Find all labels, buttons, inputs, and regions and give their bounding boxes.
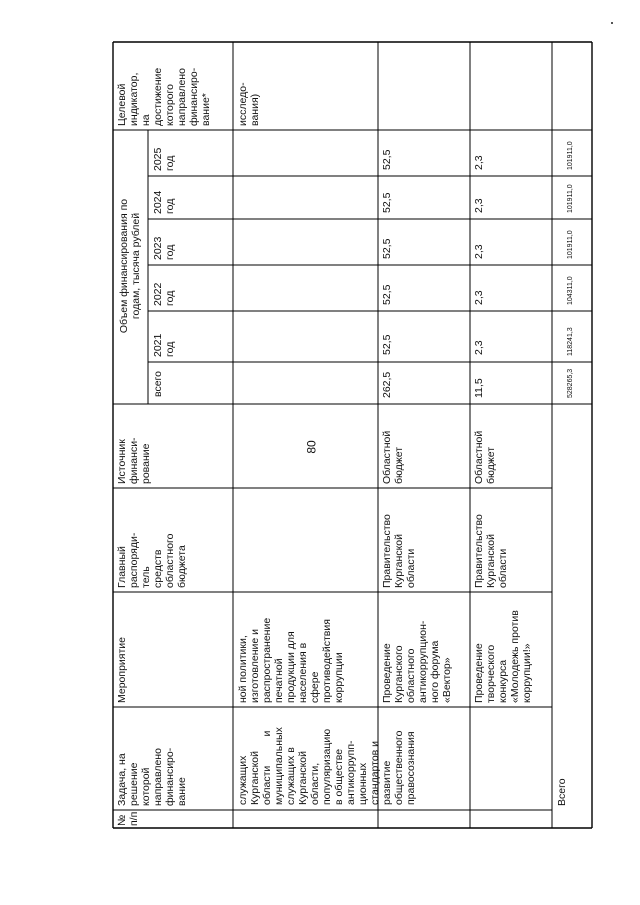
header-volume-group: Объем финансирования по годам, тысяча рублей	[118, 198, 142, 334]
header-source: Источник финанси- рование	[116, 437, 152, 484]
continued-event-text: ной политики, изготовление и распространение печатной продукции для населения в сфере противодействия коррупции	[237, 617, 345, 703]
row-forum-2023: 52,5	[381, 238, 393, 259]
row-contest-2024: 2,3	[473, 198, 485, 213]
header-2023: 2023 год	[152, 236, 176, 260]
row-contest-manager: Правительство Курганской области	[473, 514, 509, 588]
row-contest-total: 11,5	[473, 378, 485, 398]
grand-total-2025: 101911,0	[567, 141, 574, 170]
row-forum-total: 262,5	[381, 371, 393, 398]
row-contest-2021: 2,3	[473, 340, 485, 355]
scan-speck	[611, 22, 613, 24]
header-indicator: Целевой индикатор, на достижение которого направлено финансиро- вание*	[116, 67, 212, 126]
row-forum-source: Областной бюджет	[381, 430, 405, 484]
header-total: всего	[152, 371, 164, 397]
row-contest-2023: 2,3	[473, 244, 485, 259]
grand-total-all: 528265,3	[567, 368, 574, 398]
header-2021: 2021 год	[152, 333, 176, 357]
continued-indicator-text: исследо- вания)	[237, 82, 261, 126]
page-number: 80	[304, 440, 319, 454]
header-event: Мероприятие	[116, 637, 128, 703]
row-forum-event: Проведение Курганского областного антикоррупцион- ного форума «Вектор»	[381, 620, 453, 703]
header-2022: 2022 год	[152, 282, 176, 306]
header-2024: 2024 год	[152, 190, 176, 214]
row-contest-2025: 2,3	[473, 155, 485, 170]
row-forum-2025: 52,5	[381, 149, 393, 170]
row-forum-manager: Правительство Курганской области	[381, 514, 417, 588]
row-contest-event: Проведение творческого конкурса «Молодежь против коррупции!»	[473, 610, 533, 703]
grand-total-2023: 101911,0	[567, 230, 574, 259]
header-number: № п/п	[116, 811, 140, 826]
header-2025: 2025 год	[152, 147, 176, 171]
continued-task-text: служащих Курганской области и муниципальных служащих в Курганской области, популяризацию в обществе антикоррупп- ционных стандартов и развитие общественного правосознания	[237, 727, 417, 805]
row-contest-2022: 2,3	[473, 290, 485, 305]
row-forum-2024: 52,5	[381, 192, 393, 213]
row-forum-2022: 52,5	[381, 284, 393, 305]
row-forum-2021: 52,5	[381, 334, 393, 355]
header-manager: Главный распоряди- тель средств областного бюджета	[116, 532, 188, 588]
grand-total-2022: 104311,0	[567, 276, 574, 305]
grand-total-2024: 101911,0	[567, 184, 574, 213]
grand-total-2021: 118241,3	[567, 327, 574, 356]
row-contest-source: Областной бюджет	[473, 430, 497, 484]
header-task: Задача, на решение которой направлено финансиро- вание	[116, 747, 188, 806]
grand-total-label: Всего	[556, 778, 568, 806]
